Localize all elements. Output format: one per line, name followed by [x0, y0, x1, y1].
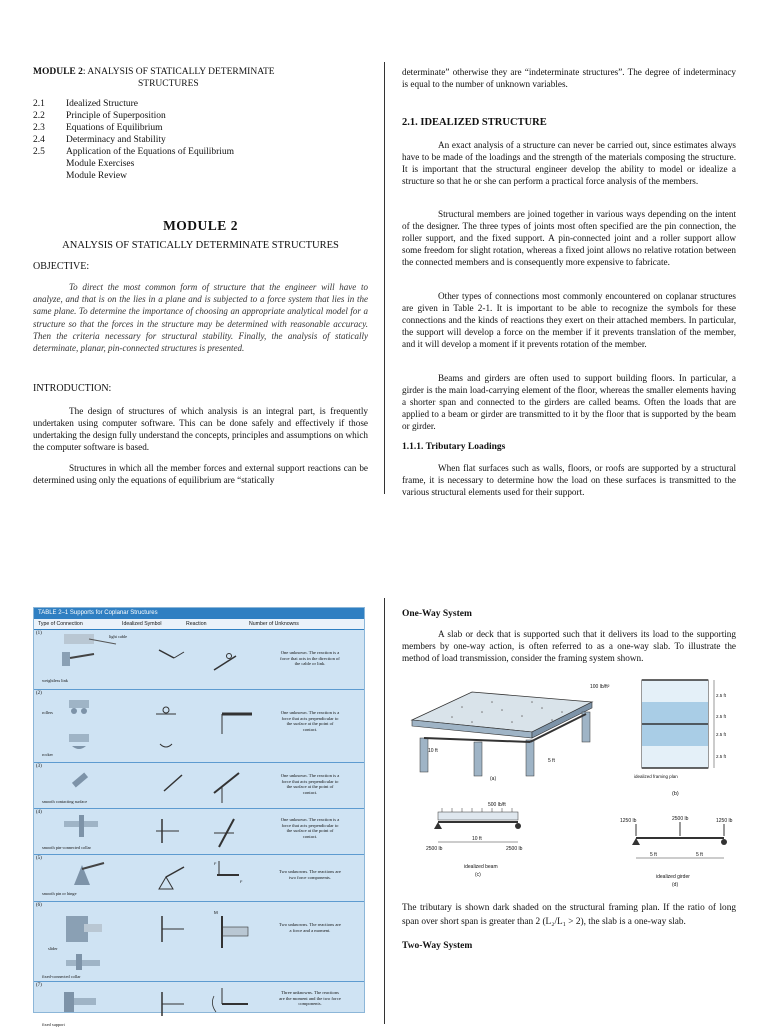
- module-subheading: ANALYSIS OF STATICALLY DETERMINATE STRUCTURES: [62, 240, 339, 251]
- figure-label: (c): [475, 872, 481, 878]
- svg-text:F: F: [240, 879, 243, 884]
- table-row: (1) light cable weightless link One unknown. The reaction is a force that acts in the direction of the cable or link.: [34, 630, 364, 690]
- idealized-girder-figure: [616, 818, 746, 913]
- one-way-heading: One-Way System: [402, 609, 472, 619]
- figure-caption: idealized beam: [464, 864, 498, 870]
- table-header: Type of Connection Idealized Symbol Reaction Number of Unknowns: [34, 619, 364, 630]
- toc-item: 2.3 Equations of Equilibrium: [33, 123, 163, 133]
- figure-caption: idealized girder: [656, 874, 690, 880]
- continued-text: determinate” otherwise they are “indeterminate structures”. The degree of indeterminacy is equal to the number of unknown variables.: [402, 67, 736, 89]
- svg-text:M: M: [214, 910, 218, 915]
- module-title: MODULE 2: ANALYSIS OF STATICALLY DETERMINATE STRUCTURES: [33, 67, 275, 89]
- column-divider: [384, 62, 385, 494]
- column-divider: [384, 598, 385, 1024]
- figure-caption: idealized framing plan: [634, 774, 678, 779]
- toc-item: Module Review: [66, 171, 127, 181]
- table-row: (5) F F smooth pin or hinge Two unknowns. The reactions are two force components.: [34, 855, 364, 902]
- intro-paragraph-1: The design of structures of which analysis is an integral part, is frequently undertaken using computer software. This can be done safely and effectively if those undertaking the design fully understand the concepts, principles and assumptions on which the computer software is based.: [33, 406, 368, 452]
- toc-item: 2.4 Determinacy and Stability: [33, 135, 166, 145]
- paragraph: Structural members are joined together in various ways depending on the intent of the designer. The three types of joints most often specified are the pin connection, the roller support, and the fixed support. A pin-connected joint and a roller support allow some freedom for slight rotation, whereas a fixed joint allows no relative rotation between the connected members and is consequently more expensive to fabricate.: [402, 209, 736, 267]
- beam-reaction: 2500 lb: [506, 846, 523, 852]
- beam-span: 10 ft: [472, 836, 482, 842]
- plan-dim: 2.5 ft: [716, 693, 727, 698]
- girder-span: 5 ft: [650, 852, 657, 858]
- table-row: (6) M slider fixed-connected collar Two unknowns. The reactions are a force and a moment.: [34, 902, 364, 982]
- dim-label: 10 ft: [428, 748, 438, 754]
- table-row: (7) fixed support Three unknowns. The reactions are the moment and the two force components.: [36, 983, 341, 1027]
- table-row: (3) smooth contacting surface One unknown. The reaction is a force that acts perpendicular to the surface at the point of contact.: [34, 763, 364, 809]
- table-of-contents: [33, 98, 234, 182]
- module-heading: MODULE 2: [163, 218, 238, 233]
- plan-dim: 2.5 ft: [716, 732, 727, 737]
- plan-dim: 2.5 ft: [716, 754, 727, 759]
- load-label: 100 lb/ft²: [590, 684, 610, 690]
- figure-label: (a): [490, 776, 497, 782]
- idealized-beam-figure: [420, 798, 540, 893]
- supports-table: [33, 607, 365, 1027]
- framing-plan-figure: [620, 672, 740, 782]
- figure-label: (d): [672, 882, 679, 888]
- paragraph: An exact analysis of a structure can never be carried out, since estimates always have to be made of the loadings and the strength of the materials composing the structure. It is important that the structural engineer develop the ability to model or idealize a structure so that he or she can perform a practical force analysis of the members.: [402, 140, 736, 186]
- section-heading: 2.1. IDEALIZED STRUCTURE: [402, 117, 547, 128]
- tributary-paragraph: The tributary is shown dark shaded on the structural framing plan. If the ratio of long span over short span is greater than 2 (L₂/L₁ > 2), the slab is a one-way slab.: [402, 903, 736, 927]
- table-row: (2) rollers rocker One unknown. The reaction is a force that acts perpendicular to the surface at the point of contact.: [34, 690, 364, 763]
- subsection-heading: 1.1.1. Tributary Loadings: [402, 442, 506, 452]
- introduction-label: INTRODUCTION:: [33, 383, 112, 394]
- objective-text: To direct the most common form of structure that the engineer will have to analyze, and that is on the lies in a plane and is subjected to a force system that lies in the same plane. To determine the importance of choosing an appropriate analytical model for a structure so that the forces in the structure may be determined with reasonable accuracy. Then the criteria necessary for structural stability. Finally, the analysis of statically determinate, planar, pin-connected structures is presented.: [33, 282, 368, 354]
- dim-label: 5 ft: [548, 758, 555, 764]
- paragraph: When flat surfaces such as walls, floors, or roofs are supported by a structural frame, it is necessary to determine how the load on these surfaces is transmitted to the various structural elements used for their support.: [402, 463, 736, 497]
- toc-item: 2.1 Idealized Structure: [33, 99, 139, 109]
- girder-load: 1250 lb: [716, 818, 733, 824]
- intro-paragraph-2: Structures in which all the member forces and external support reactions can be determined using only the equations of equilibrium are “statically: [33, 463, 368, 485]
- paragraph: A slab or deck that is supported such that it delivers its load to the supporting members by one-way action, is often referred to as a one-way slab. To illustrate the method of load transmission, consider the framing system shown.: [402, 629, 736, 663]
- girder-load: 1250 lb: [620, 818, 637, 824]
- framing-system-figure: [402, 672, 610, 782]
- table-title: TABLE 2–1 Supports for Coplanar Structures: [34, 608, 364, 619]
- girder-span: 5 ft: [696, 852, 703, 858]
- beam-load: 500 lb/ft: [488, 802, 506, 808]
- toc-item: 2.5 Application of the Equations of Equilibrium: [33, 147, 235, 157]
- beam-reaction: 2500 lb: [426, 846, 443, 852]
- plan-dim: 2.5 ft: [716, 714, 727, 719]
- toc-item: Module Exercises: [66, 159, 135, 169]
- objective-label: OBJECTIVE:: [33, 261, 90, 272]
- toc-item: 2.2 Principle of Superposition: [33, 111, 166, 121]
- paragraph: Other types of connections most commonly encountered on coplanar structures are given in Table 2-1. It is important to be able to recognize the symbols for these connections and the kinds of reactions they exert on their attached members. In particular, the support will develop a force on the member if it prevents translation of the member, and it will develop a moment if it prevents rotation of the member.: [402, 291, 736, 349]
- svg-text:F: F: [214, 861, 217, 866]
- table-row: (4) smooth pin-connected collar One unknown. The reaction is a force that acts perpendicular to the surface at the point of contact.: [34, 809, 364, 855]
- paragraph: Beams and girders are often used to support building floors. In particular, a girder is the main load-carrying element of the floor, whereas the smaller elements having a shorter span and connected to the girders are called beams. Often the loads that are applied to a beam or girder are transmitted to it by the floor that is supported by the beam or girder.: [402, 373, 736, 431]
- two-way-heading: Two-Way System: [402, 941, 473, 951]
- figure-label: (b): [672, 791, 679, 797]
- girder-load: 2500 lb: [672, 816, 689, 822]
